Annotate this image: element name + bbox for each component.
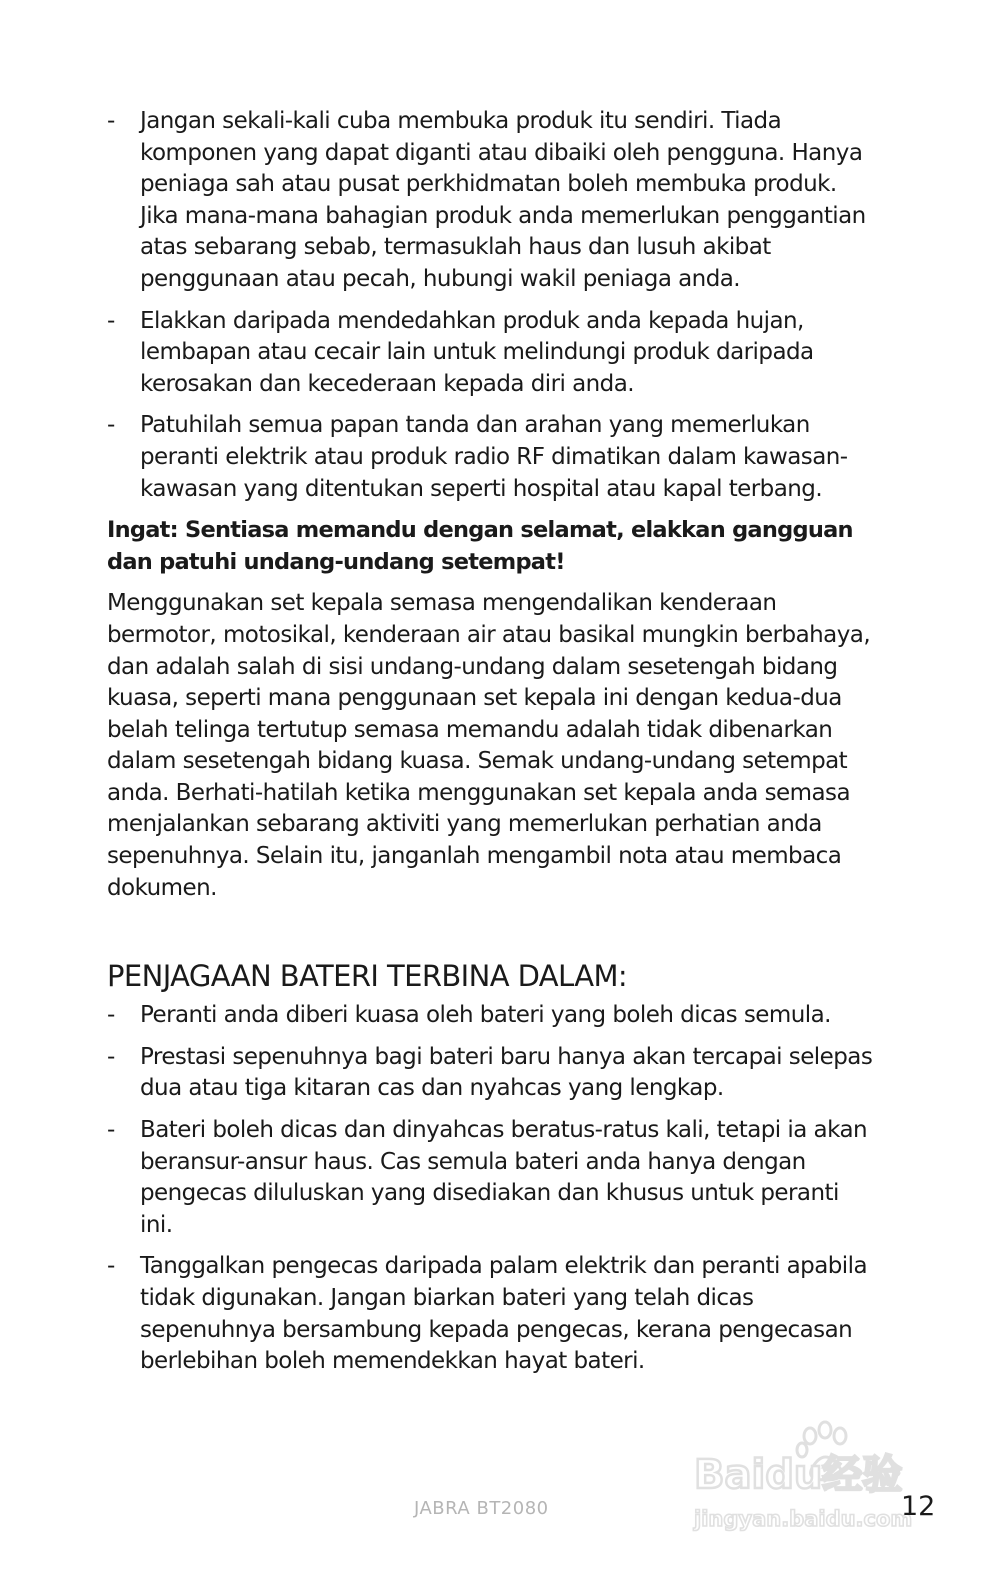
bullet-text: Prestasi sepenuhnya bagi bateri baru hanya akan tercapai selepas dua atau tiga kitaran cas dan nyahcas yang lengkap. <box>140 1043 873 1102</box>
battery-care-heading: PENJAGAAN BATERI TERBINA DALAM: <box>107 959 628 994</box>
footer-brand: JABRA BT2080 <box>414 1498 549 1519</box>
list-item <box>107 1000 877 1032</box>
bullet-text: Elakkan daripada mendedahkan produk anda kepada hujan, lembapan atau cecair lain untuk melindungi produk daripada kerosakan dan kecederaan kepada diri anda. <box>140 307 814 397</box>
bullet-text: Jangan sekali-kali cuba membuka produk itu sendiri. Tiada komponen yang dapat diganti atau dibaiki oleh pengguna. Hanya peniaga sah atau pusat perkhidmatan boleh membuka produk. Jika mana-mana bahagian produk anda memerlukan penggantian atas sebarang sebab, termasuklah haus dan lusuh akibat penggunaan atau pecah, hubungi wakil peniaga anda. <box>140 108 866 292</box>
baidu-jingyan-watermark-icon <box>690 1418 920 1538</box>
bullet-marker: - <box>107 108 115 134</box>
bullet-marker: - <box>107 1043 115 1070</box>
list-item <box>107 1042 877 1105</box>
list-item <box>107 410 877 505</box>
list-item <box>107 106 877 296</box>
watermark-brand-text: Baidu经验 <box>694 1452 903 1498</box>
bullet-marker: - <box>107 1117 115 1144</box>
battery-bullet-list <box>107 1000 877 1378</box>
bullet-text: Bateri boleh dicas dan dinyahcas beratus-ratus kali, tetapi ia akan beransur-ansur haus. Cas semula bateri anda hanya dengan pengecas diluluskan yang disediakan dan khusus untuk peranti ini. <box>140 1117 868 1238</box>
bullet-marker: - <box>107 1002 115 1029</box>
driving-safety-notice: Ingat: Sentiasa memandu dengan selamat, elakkan gangguan dan patuhi undang-undang setempat! <box>107 517 853 575</box>
manual-page-content <box>107 106 877 1388</box>
list-item <box>107 1115 877 1241</box>
bullet-text: Peranti anda diberi kuasa oleh bateri yang boleh dicas semula. <box>140 1002 831 1029</box>
bullet-text: Tanggalkan pengecas daripada palam elektrik dan peranti apabila tidak digunakan. Jangan biarkan bateri yang telah dicas sepenuhnya bersambung kepada pengecas, kerana pengecasan berlebihan boleh memendekkan hayat bateri. <box>140 1253 868 1375</box>
bullet-marker: - <box>107 307 115 334</box>
safety-bullet-list <box>107 106 877 505</box>
page-number: 12 <box>901 1491 936 1522</box>
bullet-marker: - <box>107 412 115 439</box>
list-item <box>107 1251 877 1377</box>
list-item <box>107 306 877 401</box>
bullet-text: Patuhilah semua papan tanda dan arahan yang memerlukan peranti elektrik atau produk radio RF dimatikan dalam kawasan-kawasan yang ditentukan seperti hospital atau kapal terbang. <box>140 412 848 502</box>
bullet-marker: - <box>107 1253 115 1280</box>
driving-safety-paragraph: Menggunakan set kepala semasa mengendalikan kenderaan bermotor, motosikal, kenderaan air atau basikal mungkin berbahaya, dan adalah salah di sisi undang-undang dalam sesetengah bidang kuasa, seperti mana penggunaan set kepala ini dengan kedua-dua belah telinga tertutup semasa memandu adalah tidak dibenarkan dalam sesetengah bidang kuasa. Semak undang-undang setempat anda. Berhati-hatilah ketika menggunakan set kepala anda semasa menjalankan sebarang aktiviti yang memerlukan perhatian anda sepenuhnya. Selain itu, janganlah mengambil nota atau membaca dokumen. <box>107 590 871 901</box>
watermark-url-text: jingyan.baidu.com <box>694 1507 913 1531</box>
